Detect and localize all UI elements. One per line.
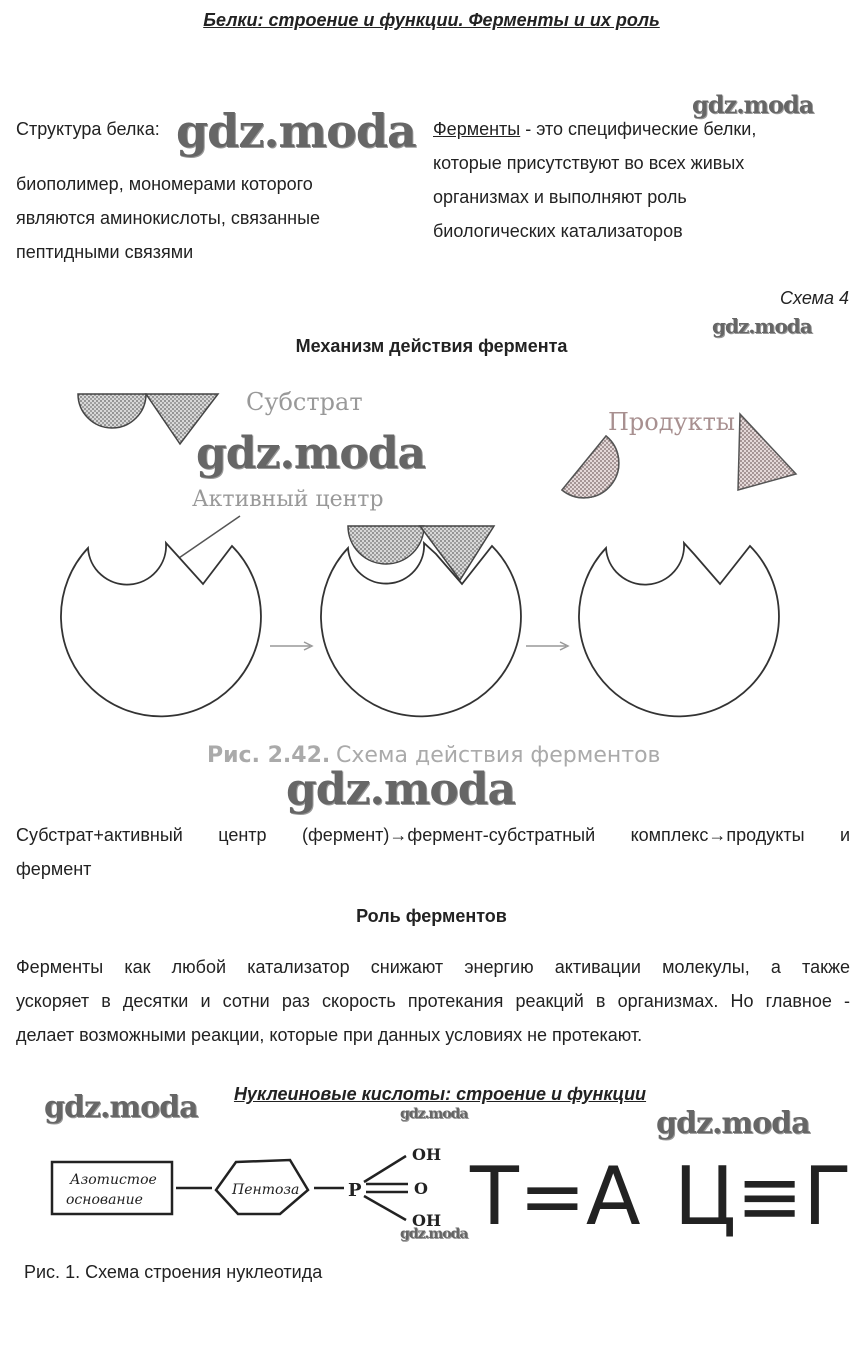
reaction-line-2: фермент bbox=[16, 859, 92, 879]
watermark: gdz.moda bbox=[400, 1106, 468, 1122]
watermark: gdz.moda bbox=[44, 1090, 198, 1125]
nucleotide-figure bbox=[0, 1130, 863, 1240]
role-line: ускоряет в десятки и сотни раз скорость протекания реакций в организмах. Но главное - bbox=[16, 991, 850, 1011]
base-label-2: основание bbox=[66, 1192, 143, 1208]
nucleotide-caption: Рис. 1. Схема строения нуклеотида bbox=[24, 1262, 323, 1282]
role-line: Ферменты как любой катализатор снижают энергию активации молекулы, а также bbox=[16, 957, 850, 977]
oh-top-label: OH bbox=[412, 1145, 442, 1164]
watermark: gdz.moda bbox=[196, 428, 426, 479]
pentose-label: Пентоза bbox=[232, 1182, 300, 1198]
base-label-1: Азотистое bbox=[70, 1172, 157, 1188]
oh-bottom-label: OH bbox=[412, 1211, 442, 1230]
watermark: gdz.moda bbox=[656, 1106, 810, 1141]
product-triangle bbox=[738, 414, 796, 490]
watermark: gdz.moda bbox=[176, 104, 416, 158]
scheme-number: Схема 4 bbox=[780, 288, 849, 308]
role-heading: Роль ферментов bbox=[356, 906, 507, 926]
enzymes-definition bbox=[433, 112, 756, 248]
watermark: gdz.moda bbox=[400, 1226, 468, 1242]
figure-caption-num: Рис. 2.42. bbox=[207, 743, 331, 768]
product-semicircle-arc bbox=[562, 436, 619, 498]
enzymes-definition-line: которые присутствуют во всех живых bbox=[433, 153, 745, 173]
enzyme-shape-3 bbox=[579, 543, 779, 716]
substrate-triangle bbox=[146, 394, 218, 444]
reaction-line-1: Субстрат+активный центр (фермент)→фермент-субстратный комплекс→продукты и bbox=[16, 825, 850, 845]
enzymes-definition-line: организмах и выполняют роль bbox=[433, 187, 687, 207]
nucleic-title: Нуклеиновые кислоты: строение и функции bbox=[233, 1084, 647, 1104]
watermark: gdz.moda bbox=[692, 90, 814, 119]
base-pair-ta: Т=А bbox=[470, 1150, 641, 1240]
protein-definition-line: биополимер, мономерами которого bbox=[16, 174, 313, 194]
enzyme-shape-2 bbox=[321, 543, 521, 716]
enzyme-shape-1 bbox=[61, 543, 261, 716]
protein-definition-line: пептидными связями bbox=[16, 242, 194, 262]
scheme-heading: Механизм действия фермента bbox=[295, 336, 568, 356]
protein-label: Структура белка: bbox=[16, 119, 160, 139]
products-label: Продукты bbox=[608, 408, 736, 436]
complex-semicircle bbox=[348, 526, 424, 564]
substrate-semicircle bbox=[78, 394, 146, 428]
enzymes-definition-first-line bbox=[433, 112, 756, 146]
watermark: gdz.moda bbox=[286, 764, 516, 815]
active-center-label: Активный центр bbox=[192, 487, 384, 512]
enzymes-definition-rest: - это специфические белки, bbox=[520, 119, 757, 139]
enzymes-term: Ферменты bbox=[433, 119, 521, 139]
phosphorus-label: P bbox=[348, 1180, 362, 1201]
base-pair-cg: Ц≡Г bbox=[674, 1150, 852, 1240]
substrate-label: Субстрат bbox=[246, 388, 363, 416]
page-title: Белки: строение и функции. Ферменты и их роль bbox=[203, 10, 660, 30]
enzyme-mechanism-figure bbox=[0, 370, 863, 770]
protein-definition-line: являются аминокислоты, связанные bbox=[16, 208, 321, 228]
protein-definition bbox=[16, 167, 320, 269]
role-line: делает возможными реакции, которые при данных условиях не протекают. bbox=[16, 1025, 643, 1045]
o-label: O bbox=[414, 1179, 428, 1198]
watermark: gdz.moda bbox=[712, 314, 812, 338]
role-paragraph bbox=[16, 950, 850, 1052]
figure-caption-text: Схема действия ферментов bbox=[336, 743, 661, 768]
reaction bbox=[16, 818, 850, 886]
enzymes-definition-line: биологических катализаторов bbox=[433, 221, 683, 241]
